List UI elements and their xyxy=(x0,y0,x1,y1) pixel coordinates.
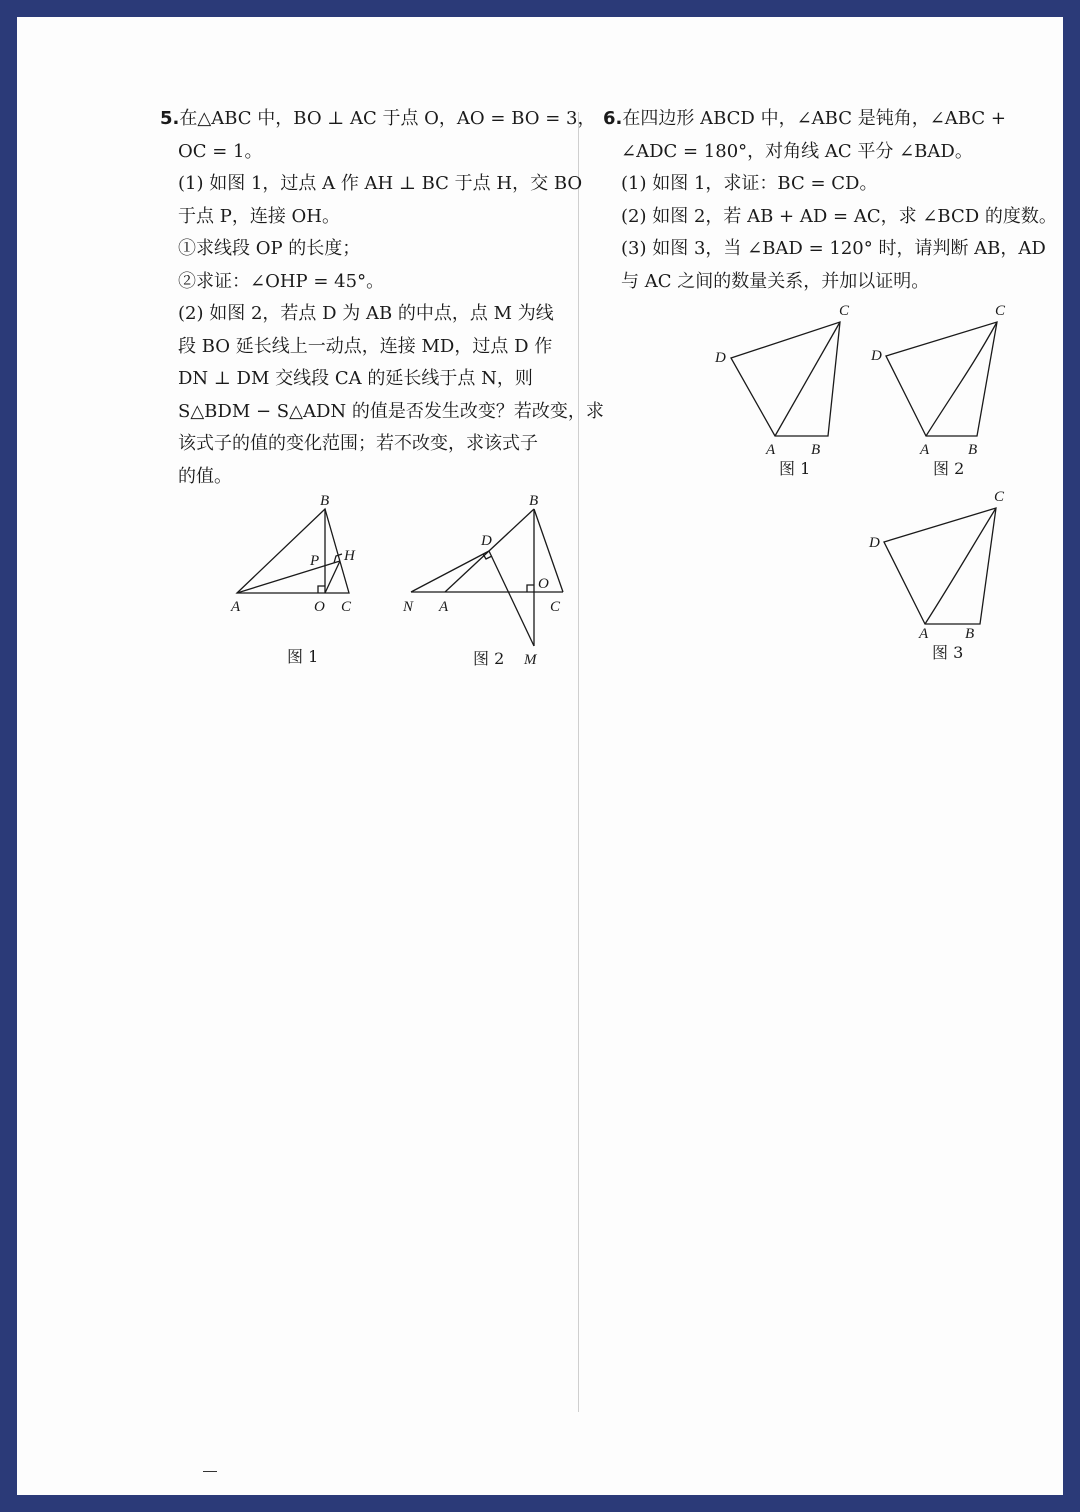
problem-6-line-4: (2) 如图 2，若 AB + AD = AC，求 ∠BCD 的度数。 xyxy=(621,205,1057,227)
worksheet-page xyxy=(17,17,1063,1495)
problem-5-line-1: 5.在△ABC 中，BO ⊥ AC 于点 O，AO = BO = 3， xyxy=(160,108,596,129)
label-c: C xyxy=(341,599,352,615)
label-b: B xyxy=(811,442,821,458)
problem-6-figure-2 xyxy=(867,297,1027,482)
problem-6-figure-3 xyxy=(867,467,1027,662)
figure-caption: 图 1 xyxy=(779,459,811,478)
label-b: B xyxy=(529,493,539,509)
problem-6-line-1: 6.在四边形 ABCD 中，∠ABC 是钝角，∠ABC + xyxy=(603,108,1006,129)
figure-caption: 图 3 xyxy=(932,643,964,662)
problem-6-line-2: ∠ADC = 180°，对角线 AC 平分 ∠BAD。 xyxy=(621,140,973,162)
problem-6-figure-1 xyxy=(707,297,867,482)
label-d: D xyxy=(871,348,882,364)
problem-5-figure-1 xyxy=(217,492,387,672)
problem-5-figure-2 xyxy=(397,492,577,682)
label-c: C xyxy=(994,489,1005,505)
problem-5-line-3: (1) 如图 1，过点 A 作 AH ⊥ BC 于点 H，交 BO xyxy=(178,173,583,194)
problem-6-line-5: (3) 如图 3，当 ∠BAD = 120° 时，请判断 AB，AD xyxy=(621,238,1046,259)
label-a: A xyxy=(231,599,241,615)
segment-ab xyxy=(445,509,534,592)
diagonal-ac xyxy=(925,508,996,624)
problem-5-line-2: OC = 1。 xyxy=(178,140,263,162)
problem-5-line-11: 该式子的值的变化范围；若不改变，求该式子 xyxy=(178,433,538,454)
label-b: B xyxy=(320,493,330,509)
label-c: C xyxy=(550,599,561,615)
problem-6 xyxy=(603,103,1057,298)
segment-dm xyxy=(489,551,534,646)
figure-caption: 图 2 xyxy=(473,649,505,668)
problem-5-line-4: 于点 P，连接 OH。 xyxy=(178,205,341,227)
quadrilateral-abcd xyxy=(886,322,997,436)
label-h: H xyxy=(344,548,355,564)
problem-5-line-5: ①求线段 OP 的长度； xyxy=(178,238,361,259)
page-mark xyxy=(203,1471,217,1472)
problem-5-line-10: S△BDM − S△ADN 的值是否发生改变？若改变，求 xyxy=(178,400,604,422)
triangle-abc xyxy=(237,509,349,593)
label-a: A xyxy=(920,442,930,458)
figure-caption: 图 1 xyxy=(287,647,319,666)
label-m: M xyxy=(524,652,537,668)
label-n: N xyxy=(403,599,414,615)
problem-6-number: 6. xyxy=(603,108,623,129)
label-d: D xyxy=(715,350,726,366)
column-divider xyxy=(578,112,579,1412)
segment-nd xyxy=(411,551,489,592)
right-angle-mark-o xyxy=(318,586,325,593)
label-b: B xyxy=(968,442,978,458)
problem-5-number: 5. xyxy=(160,108,180,129)
label-c: C xyxy=(839,303,850,319)
right-angle-mark-o xyxy=(527,585,534,592)
problem-5-line-8: 段 BO 延长线上一动点，连接 MD，过点 D 作 xyxy=(178,335,553,357)
problem-6-line-3: (1) 如图 1，求证：BC = CD。 xyxy=(621,173,878,194)
label-o: O xyxy=(314,599,325,615)
problem-5-line-6: ②求证：∠OHP = 45°。 xyxy=(178,270,385,292)
label-a: A xyxy=(439,599,449,615)
problem-5-line-9: DN ⊥ DM 交线段 CA 的延长线于点 N，则 xyxy=(178,368,533,389)
label-d: D xyxy=(481,533,492,549)
problem-5-line-7: (2) 如图 2，若点 D 为 AB 的中点，点 M 为线 xyxy=(178,303,554,324)
problem-5 xyxy=(160,103,604,493)
segment-oh xyxy=(325,561,340,593)
figure-caption: 图 2 xyxy=(933,459,965,478)
label-d: D xyxy=(869,535,880,551)
quadrilateral-abcd xyxy=(731,322,840,436)
problem-5-line-12: 的值。 xyxy=(178,465,232,487)
label-a: A xyxy=(766,442,776,458)
label-a: A xyxy=(919,626,929,642)
label-o: O xyxy=(538,576,549,592)
problem-6-line-6: 与 AC 之间的数量关系，并加以证明。 xyxy=(621,270,930,292)
quadrilateral-abcd xyxy=(884,508,996,624)
label-c: C xyxy=(995,303,1006,319)
label-b: B xyxy=(965,626,975,642)
label-p: P xyxy=(310,553,320,569)
